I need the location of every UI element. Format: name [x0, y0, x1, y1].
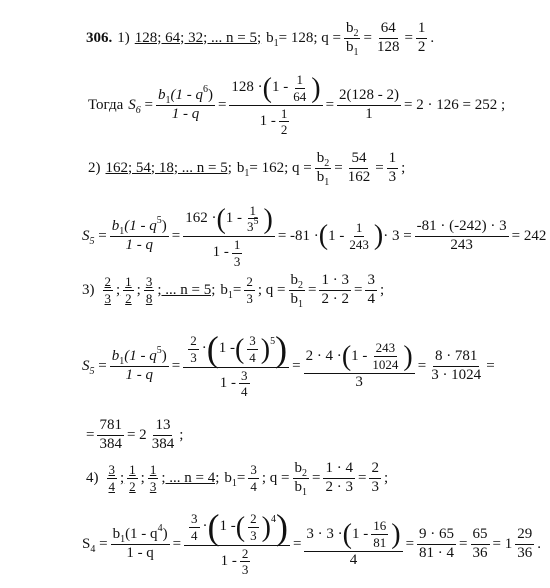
- part3-sequence: $\frac{2}{3}$ ; $\frac{1}{2}$ ; $\frac{3}{8}$ ; ... n = 5;: [104, 273, 216, 306]
- part1-sum-substitution: 128 · ( 1 - $\frac{1}{64}$ ) 1 - $\frac{1}{2}$: [231, 72, 321, 138]
- part3-sum-step: 2 · 4 · ( 1 - $\frac{243}{1024}$ ) 3: [305, 340, 413, 390]
- part4-b1-value: $\frac{3}{4}$: [250, 461, 257, 494]
- part2-sum-S: $S_5$: [82, 227, 95, 247]
- part1-sum-lead: Тогда: [88, 96, 124, 113]
- part2-mid-frac: $\frac{1}{243}$: [349, 219, 369, 252]
- part4-sum-substitution: $\frac{3}{4}$ · ( 1 - ( $\frac{2}{3}$ ) 4 ) 1 - $\frac{2}{3}$: [184, 511, 290, 577]
- part2-b1: $b_1$: [236, 159, 250, 179]
- part3-sum-formula: $\frac{b_1(1 - q^5)}{1 - q}$: [111, 344, 167, 383]
- part2-sum-formula: $\frac{b_1(1 - q^5)}{1 - q}$: [111, 214, 167, 253]
- part4-b1: $b_1$: [224, 469, 237, 489]
- part4-q-ratio: $\frac{b_2}{b_1}$: [294, 459, 307, 498]
- part3-result-mixed: $\frac{13}{384}$: [151, 416, 175, 452]
- part4-q-frac: $\frac{1 \cdot 4}{2 \cdot 3}$: [325, 459, 353, 495]
- part4-sum-mixed: $\frac{29}{36}$: [517, 525, 533, 561]
- part3-header: 3) $\frac{2}{3}$ ; $\frac{1}{2}$ ; $\frac{3}{8}$ ; ... n = 5; $b_1$ = $\frac{2}{3}$ ; q = $\frac{b_2}{b_1}$ = $\frac{1 \cdot 3}{2 \cdot 2}$ = $\frac{3}{4}$ ;: [82, 271, 385, 310]
- part1-sum-formula: $\frac{b_1(1 - q^6)}{1 - q}$: [157, 83, 213, 122]
- part4-q-value: $\frac{2}{3}$: [371, 459, 379, 495]
- part2-q-value: $\frac{1}{3}$: [388, 149, 397, 185]
- part3-b1-value: $\frac{2}{3}$: [246, 273, 253, 306]
- part3-b1: $b_1$: [220, 281, 233, 301]
- part1-sum-S: $S_6$: [128, 96, 141, 116]
- part1-b1-text: = 128; q =: [278, 29, 341, 46]
- part3-q-frac: $\frac{1 \cdot 3}{2 \cdot 2}$: [321, 271, 349, 307]
- part4-sum-product: $\frac{9 \cdot 65}{81 \cdot 4}$: [419, 525, 455, 561]
- part1-q-ratio: $\frac{b_2}{b_1}$: [345, 19, 359, 58]
- part1-q-value: $\frac{1}{2}$: [417, 19, 426, 55]
- part4-sum: $S_4$ = $\frac{b_1(1 - q^4)}{1 - q}$ = $\frac{3}{4}$ · ( 1 - ( $\frac{2}{3}$ ) 4 ) 1 - $\frac{2}{3}$ = 3 · 3 · ( 1 - $\frac{16}{81}$ ) 4 = $\frac{9 \cdot 65}{81 \cdot 4}$ = $\frac{65}{36}$ = 1 $\frac{29}{36}$ .: [82, 507, 541, 578]
- part1-sum-simplified: $\frac{2(128 - 2)}{1}$: [339, 86, 400, 122]
- part1-sum-result: = 2 · 126 = 252 ;: [404, 96, 506, 113]
- part3-sum-S: $S_5$: [82, 357, 95, 377]
- part3-q-value: $\frac{3}{4}$: [367, 271, 375, 307]
- part3-sum-substitution: $\frac{2}{3}$ · ( 1 - ( $\frac{3}{4}$ ) 5 ) 1 - $\frac{3}{4}$: [183, 333, 289, 399]
- part4-sum-reduced: $\frac{65}{36}$: [472, 525, 488, 561]
- part2-header: 2) 162; 54; 18; ... n = 5; $b_1$ = 162; q = $\frac{b_2}{b_1}$ = $\frac{54}{162}$ = $\frac{1}{3}$ ;: [88, 149, 406, 188]
- part3-result-frac: $\frac{781}{384}$: [99, 416, 122, 452]
- part1-q-frac: $\frac{64}{128}$: [376, 19, 400, 55]
- part2-sum-final: $\frac{-81 \cdot (-242) \cdot 3}{243}$: [416, 217, 507, 253]
- part4-sum-step: 3 · 3 · ( 1 - $\frac{16}{81}$ ) 4: [306, 518, 401, 568]
- part1-sequence: 128; 64; 32; ... n = 5;: [134, 29, 262, 46]
- part4-sum-S: $S_4$: [82, 535, 96, 555]
- part3-sum-final: $\frac{8 \cdot 781}{3 \cdot 1024}$: [431, 347, 482, 383]
- part4-header: 4) $\frac{3}{4}$ ; $\frac{1}{2}$ ; $\frac{1}{3}$ ; ... n = 4; $b_1$ = $\frac{3}{4}$ ; q = $\frac{b_2}{b_1}$ = $\frac{1 \cdot 4}{2 \cdot 3}$ = $\frac{2}{3}$ ;: [86, 459, 389, 498]
- part4-sequence: $\frac{3}{4}$ ; $\frac{1}{2}$ ; $\frac{1}{3}$ ; ... n = 4;: [108, 461, 220, 494]
- part4-sum-formula: $\frac{b_1(1 - q^4)}{1 - q}$: [112, 522, 168, 561]
- part2-label: 2): [88, 159, 101, 176]
- problem-number: 306.: [86, 29, 113, 46]
- part2-sum: $S_5$ = $\frac{b_1(1 - q^5)}{1 - q}$ = 162 · ( 1 - $\frac{1}{3^5}$ ) 1 - $\frac{1}{3}$ = -81 · ( 1 - $\frac{1}{243}$ ) · 3 = $\frac{-81 \cdot (-242) \cdot 3}{243}$ = 242: [82, 202, 547, 269]
- part2-sequence: 162; 54; 18; ... n = 5;: [105, 159, 232, 176]
- part2-sum-substitution: 162 · ( 1 - $\frac{1}{3^5}$ ) 1 - $\frac{1}{3}$: [185, 202, 273, 269]
- part3-q-ratio: $\frac{b_2}{b_1}$: [290, 271, 303, 310]
- part1-sum: Тогда $S_6$ = $\frac{b_1(1 - q^6)}{1 - q}$ = 128 · ( 1 - $\frac{1}{64}$ ) 1 - $\frac{1}{2}$ = $\frac{2(128 - 2)}{1}$ = 2 · 126 = 252 ;: [88, 72, 506, 138]
- part2-sum-result: = 242: [511, 227, 547, 244]
- part2-q-frac: $\frac{54}{162}$: [347, 149, 371, 185]
- part2-q-ratio: $\frac{b_2}{b_1}$: [316, 149, 330, 188]
- part3-sum: $S_5$ = $\frac{b_1(1 - q^5)}{1 - q}$ = $\frac{2}{3}$ · ( 1 - ( $\frac{3}{4}$ ) 5 ) 1 - $\frac{3}{4}$ = 2 · 4 · ( 1 - $\frac{243}{1024}$ ) 3 = $\frac{8 \cdot 781}{3 \cdot 1024}$ =: [82, 329, 495, 400]
- part3-label: 3): [82, 281, 95, 298]
- part4-label: 4): [86, 469, 99, 486]
- part1-b1: $b_1$: [266, 29, 279, 49]
- part3-result: = $\frac{781}{384}$ = 2 $\frac{13}{384}$ ;: [86, 416, 184, 452]
- part1-header: 306. 1) 128; 64; 32; ... n = 5; $b_1$ = 128; q = $\frac{b_2}{b_1}$ = $\frac{64}{128}$ = $\frac{1}{2}$ .: [86, 19, 435, 58]
- part1-label: 1): [117, 29, 130, 46]
